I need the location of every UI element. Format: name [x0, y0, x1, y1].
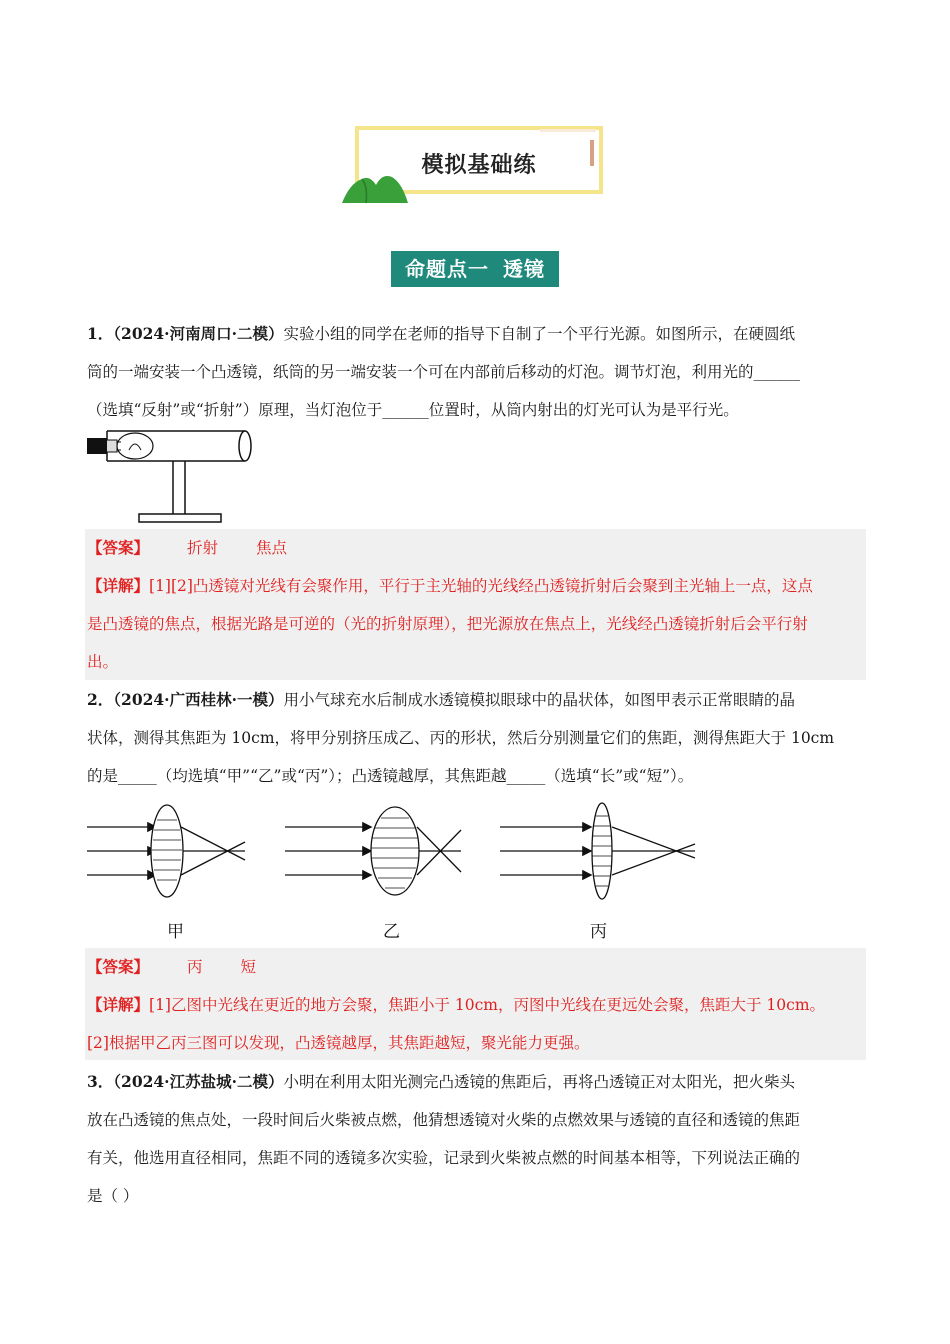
- question-3: [87, 1063, 865, 1215]
- question-number: 3．: [87, 1072, 114, 1091]
- answer-value-2: 焦点: [256, 539, 288, 557]
- question-2-line-1: [87, 681, 865, 719]
- question-2: [87, 681, 865, 795]
- section-heading: [391, 251, 559, 287]
- detail: [87, 986, 865, 1062]
- lens-jia: [87, 805, 245, 897]
- water-lens-figures: [85, 800, 705, 920]
- figure-label-jia: 甲: [167, 922, 184, 942]
- question-source: （2024·河南周口·二模）: [113, 324, 284, 343]
- question-source: （2024·广西桂林·一模）: [113, 690, 284, 709]
- parallel-light-source-figure: [85, 428, 265, 526]
- question-1-line-3: （选填“反射”或“折射”）原理，当灯泡位于______位置时，从筒内射出的灯光可认为是平行光。: [87, 401, 739, 419]
- answer-box-1: [85, 529, 866, 680]
- answer-value-1: 丙: [187, 958, 203, 976]
- detail-text: [1][2]凸透镜对光线有会聚作用，平行于主光轴的光线经凸透镜折射后会聚到主光轴上一点，这点: [149, 577, 813, 595]
- question-text: 实验小组的同学在老师的指导下自制了一个平行光源。如图所示，在硬圆纸: [283, 325, 795, 343]
- question-3-line-4: 是（ ）: [87, 1187, 139, 1205]
- detail-tag: 【详解】: [87, 995, 150, 1014]
- question-source: （2024·江苏盐城·二模）: [113, 1072, 284, 1091]
- question-3-line-2: 放在凸透镜的焦点处，一段时间后火柴被点燃，他猜想透镜对火柴的点燃效果与透镜的直径和透镜的焦距: [87, 1111, 801, 1129]
- answer-box-2: [85, 948, 866, 1060]
- question-1-line-1: [87, 315, 865, 353]
- lens-bing: [500, 803, 695, 899]
- banner-title: 模拟基础练: [421, 153, 537, 178]
- question-text: 小明在利用太阳光测完凸透镜的焦距后，再将凸透镜正对太阳光，把火柴头: [283, 1073, 795, 1091]
- answer-tag: 【答案】: [87, 538, 150, 557]
- figure-label-yi: 乙: [383, 922, 400, 942]
- detail-text: 出。: [87, 653, 119, 671]
- detail-tag: 【详解】: [87, 576, 150, 595]
- answer-value-1: 折射: [187, 539, 219, 557]
- question-3-line-3: 有关，他选用直径相同，焦距不同的透镜多次实验，记录到火柴被点燃的时间基本相等，下列说法正确的: [87, 1149, 801, 1167]
- detail: [87, 567, 865, 681]
- detail-text: 是凸透镜的焦点，根据光路是可逆的（光的折射原理），把光源放在焦点上，光线经凸透镜折射后会平行射: [87, 615, 808, 633]
- lens-yi: [285, 807, 461, 895]
- detail-text: [2]根据甲乙丙三图可以发现，凸透镜越厚，其焦距越短，聚光能力更强。: [87, 1034, 590, 1052]
- question-2-line-3: 的是_____（均选填“甲”“乙”或“丙”）；凸透镜越厚，其焦距越_____（选填“长”或“短”）。: [87, 767, 694, 785]
- figure-label-bing: 丙: [590, 922, 607, 942]
- question-2-line-2: 状体，测得其焦距为 10cm，将甲分别挤压成乙、丙的形状，然后分别测量它们的焦距，测得焦距大于 10cm: [87, 729, 835, 747]
- mountain-icon: [340, 165, 410, 205]
- section-topic: 透镜: [503, 257, 545, 281]
- answer-line: [87, 529, 287, 567]
- answer-tag: 【答案】: [87, 957, 150, 976]
- banner-decoration-bar: [590, 140, 594, 166]
- answer-line: [87, 948, 256, 986]
- question-3-line-1: [87, 1063, 865, 1101]
- answer-value-2: 短: [240, 958, 257, 976]
- question-number: 1．: [87, 324, 114, 343]
- banner-decoration: [540, 129, 596, 132]
- question-1-line-2: 筒的一端安装一个凸透镜，纸筒的另一端安装一个可在内部前后移动的灯泡。调节灯泡，利用光的______: [87, 363, 801, 381]
- question-text: 用小气球充水后制成水透镜模拟眼球中的晶状体，如图甲表示正常眼睛的晶: [283, 691, 795, 709]
- question-1: [87, 315, 865, 429]
- section-label: 命题点一: [405, 257, 489, 281]
- question-number: 2．: [87, 690, 114, 709]
- detail-text: [1]乙图中光线在更近的地方会聚，焦距小于 10cm，丙图中光线在更远处会聚，焦距大于 10cm。: [149, 996, 826, 1014]
